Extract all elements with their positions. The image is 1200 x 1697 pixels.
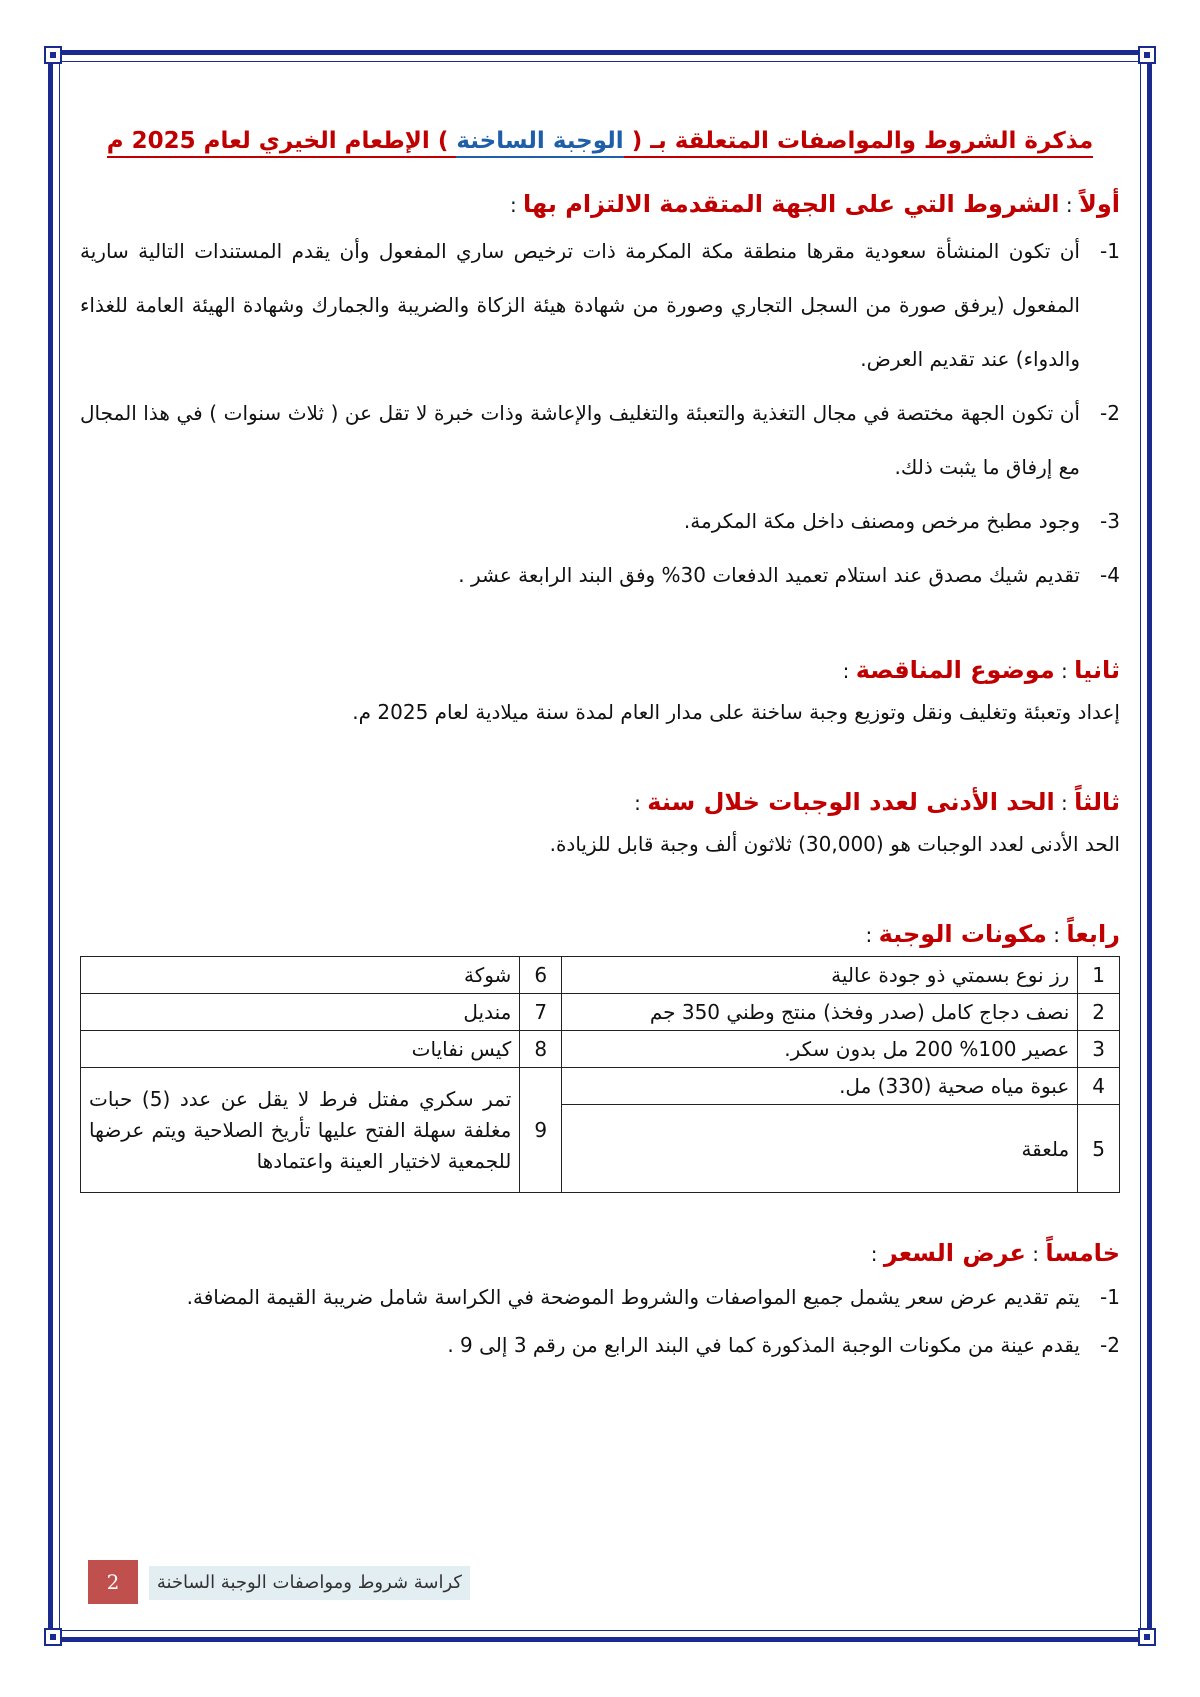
- section-heading-minimum-meals: ثالثاً : الحد الأدنى لعدد الوجبات خلال سنة :: [634, 788, 1120, 816]
- table-row: 1 رز نوع بسمتي ذو جودة عالية 6 شوكة: [81, 957, 1120, 994]
- table-row: 3 عصير 100% 200 مل بدون سكر. 8 كيس نفايات: [81, 1031, 1120, 1068]
- table-row: 5 ملعقة: [81, 1105, 1120, 1193]
- page-footer: [88, 1560, 470, 1604]
- section-heading-conditions: أولاً : الشروط التي على الجهة المتقدمة الالتزام بها :: [509, 190, 1120, 218]
- list-item: -1 يتم تقديم عرض سعر يشمل جميع المواصفات والشروط الموضحة في الكراسة شامل ضريبة القيمة المضافة.: [186, 1285, 1120, 1309]
- page-number: 2: [88, 1560, 138, 1604]
- document-page: [80, 110, 1120, 1369]
- corner-ornament: [44, 1628, 62, 1646]
- components-table: [80, 956, 1120, 1193]
- title-highlight: الوجبة الساخنة: [456, 128, 623, 158]
- minimum-meals-text: الحد الأدنى لعدد الوجبات هو (30,000) ثلاثون ألف وجبة قابل للزيادة.: [549, 832, 1120, 856]
- list-item: -4 تقديم شيك مصدق عند استلام تعميد الدفعات 30% وفق البند الرابعة عشر .: [458, 563, 1120, 587]
- corner-ornament: [1138, 1628, 1156, 1646]
- subject-text: إعداد وتعبئة وتغليف ونقل وتوزيع وجبة ساخنة على مدار العام لمدة سنة ميلادية لعام 2025 م.: [352, 700, 1120, 724]
- price-offer-list: [80, 1273, 1120, 1369]
- footer-title: كراسة شروط ومواصفات الوجبة الساخنة: [149, 1566, 470, 1600]
- section-heading-components: رابعاً : مكونات الوجبة :: [865, 920, 1120, 948]
- section-heading-price-offer: خامساً : عرض السعر :: [870, 1239, 1120, 1267]
- list-item: -2 يقدم عينة من مكونات الوجبة المذكورة كما في البند الرابع من رقم 3 إلى 9 .: [447, 1333, 1120, 1357]
- document-title: مذكرة الشروط والمواصفات المتعلقة بـ ( الوجبة الساخنة ) الإطعام الخيري لعام 2025 م: [80, 128, 1120, 154]
- list-item: -3 وجود مطبخ مرخص ومصنف داخل مكة المكرمة.: [683, 509, 1120, 533]
- conditions-list: [80, 224, 1120, 602]
- section-heading-subject: ثانيا : موضوع المناقصة :: [842, 656, 1120, 684]
- corner-ornament: [1138, 46, 1156, 64]
- table-row: 2 نصف دجاج كامل (صدر وفخذ) منتج وطني 350 جم 7 منديل: [81, 994, 1120, 1031]
- corner-ornament: [44, 46, 62, 64]
- list-item: -2 أن تكون الجهة مختصة في مجال التغذية والتعبئة والتغليف والإعاشة وذات خبرة لا تقل عن ( ثلاث سنوات ) في هذا المجال مع إرفاق ما يثبت ذلك.: [80, 401, 1120, 479]
- list-item: -1 أن تكون المنشأة سعودية مقرها منطقة مكة المكرمة ذات ترخيص ساري المفعول وأن يقدم المستندات التالية سارية المفعول (يرفق صورة من السجل التجاري وصورة من شهادة هيئة الزكاة والضريبة والجمارك وشهادة الهيئة العامة للغذاء والدواء) عند تقديم العرض.: [80, 239, 1120, 371]
- table-row: 4 عبوة مياه صحية (330) مل. 9 تمر سكري مفتل فرط لا يقل عن عدد (5) حبات مغلفة سهلة الفتح عليها تأريخ الصلاحية ويتم عرضها للجمعية لاختيار العينة واعتمادها: [81, 1068, 1120, 1105]
